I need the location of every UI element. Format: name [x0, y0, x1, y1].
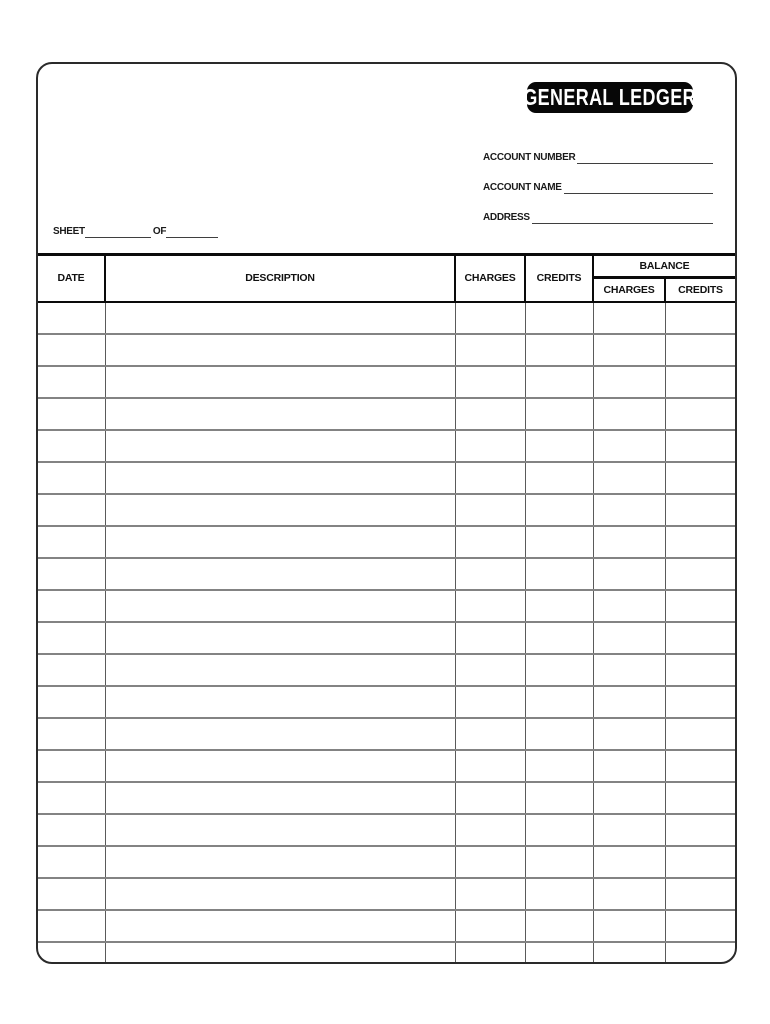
sheet-number-blank[interactable]	[85, 226, 151, 238]
table-cell[interactable]	[525, 334, 593, 366]
table-cell[interactable]	[455, 526, 525, 558]
table-row	[38, 814, 735, 846]
table-cell[interactable]	[38, 750, 105, 782]
table-cell[interactable]	[105, 910, 455, 942]
table-cell[interactable]	[105, 686, 455, 718]
col-header-date: DATE	[38, 255, 105, 302]
table-cell[interactable]	[105, 430, 455, 462]
ledger-rows	[38, 302, 735, 965]
table-cell[interactable]	[593, 654, 665, 686]
table-cell[interactable]	[593, 686, 665, 718]
table-cell[interactable]	[525, 494, 593, 526]
table-row	[38, 366, 735, 398]
table-cell[interactable]	[665, 462, 735, 494]
table-cell[interactable]	[525, 878, 593, 910]
table-cell[interactable]	[455, 910, 525, 942]
sheet-of-blank[interactable]	[166, 226, 218, 238]
table-cell[interactable]	[105, 462, 455, 494]
table-cell[interactable]	[665, 302, 735, 334]
table-row	[38, 302, 735, 334]
table-cell[interactable]	[665, 366, 735, 398]
table-cell[interactable]	[38, 526, 105, 558]
table-cell[interactable]	[525, 654, 593, 686]
table-cell[interactable]	[105, 846, 455, 878]
table-cell[interactable]	[38, 366, 105, 398]
table-cell[interactable]	[38, 878, 105, 910]
table-cell[interactable]	[665, 910, 735, 942]
table-cell[interactable]	[455, 846, 525, 878]
table-cell[interactable]	[38, 686, 105, 718]
table-row	[38, 654, 735, 686]
ledger-table-header	[38, 255, 735, 302]
col-header-balance-charges: CHARGES	[593, 278, 665, 302]
table-cell[interactable]	[105, 302, 455, 334]
sheet-of-label: OF	[152, 226, 167, 237]
table-row	[38, 398, 735, 430]
table-cell[interactable]	[105, 622, 455, 654]
table-row	[38, 782, 735, 814]
table-row	[38, 430, 735, 462]
table-cell[interactable]	[525, 462, 593, 494]
table-cell[interactable]	[593, 878, 665, 910]
table-cell[interactable]	[105, 654, 455, 686]
table-cell[interactable]	[38, 494, 105, 526]
ledger-table	[38, 253, 735, 964]
account-number-label: ACCOUNT NUMBER	[483, 152, 576, 163]
table-cell[interactable]	[38, 814, 105, 846]
table-cell[interactable]	[593, 334, 665, 366]
table-cell[interactable]	[455, 494, 525, 526]
table-row	[38, 462, 735, 494]
table-cell[interactable]	[665, 590, 735, 622]
table-cell[interactable]	[105, 334, 455, 366]
table-cell[interactable]	[665, 398, 735, 430]
address-blank[interactable]	[532, 212, 713, 224]
table-cell[interactable]	[105, 942, 455, 965]
table-cell[interactable]	[455, 462, 525, 494]
table-cell[interactable]	[665, 942, 735, 965]
table-row	[38, 718, 735, 750]
table-cell[interactable]	[593, 910, 665, 942]
table-cell[interactable]	[525, 910, 593, 942]
table-cell[interactable]	[525, 366, 593, 398]
table-cell[interactable]	[38, 334, 105, 366]
table-cell[interactable]	[455, 718, 525, 750]
col-header-credits: CREDITS	[525, 255, 593, 302]
table-cell[interactable]	[455, 302, 525, 334]
account-fields	[483, 150, 713, 240]
table-row	[38, 910, 735, 942]
table-cell[interactable]	[38, 782, 105, 814]
table-cell[interactable]	[593, 590, 665, 622]
table-cell[interactable]	[665, 814, 735, 846]
table-cell[interactable]	[665, 494, 735, 526]
table-cell[interactable]	[665, 334, 735, 366]
table-cell[interactable]	[105, 366, 455, 398]
table-cell[interactable]	[525, 686, 593, 718]
table-row	[38, 558, 735, 590]
table-cell[interactable]	[105, 558, 455, 590]
table-cell[interactable]	[525, 398, 593, 430]
table-cell[interactable]	[525, 846, 593, 878]
table-cell[interactable]	[525, 750, 593, 782]
table-cell[interactable]	[665, 846, 735, 878]
table-cell[interactable]	[665, 622, 735, 654]
table-cell[interactable]	[593, 814, 665, 846]
table-cell[interactable]	[105, 526, 455, 558]
table-cell[interactable]	[455, 558, 525, 590]
table-row	[38, 878, 735, 910]
address-row	[483, 210, 713, 224]
table-cell[interactable]	[525, 622, 593, 654]
table-cell[interactable]	[665, 654, 735, 686]
table-cell[interactable]	[38, 654, 105, 686]
table-cell[interactable]	[455, 686, 525, 718]
table-cell[interactable]	[38, 430, 105, 462]
table-row	[38, 494, 735, 526]
table-cell[interactable]	[525, 526, 593, 558]
table-cell[interactable]	[593, 526, 665, 558]
table-cell[interactable]	[593, 366, 665, 398]
table-cell[interactable]	[105, 494, 455, 526]
table-cell[interactable]	[455, 782, 525, 814]
table-row	[38, 590, 735, 622]
table-cell[interactable]	[593, 942, 665, 965]
table-cell[interactable]	[525, 430, 593, 462]
sheet-row	[53, 224, 218, 238]
table-cell[interactable]	[455, 878, 525, 910]
table-cell[interactable]	[38, 302, 105, 334]
table-cell[interactable]	[38, 558, 105, 590]
table-cell[interactable]	[38, 846, 105, 878]
table-cell[interactable]	[665, 526, 735, 558]
col-header-description: DESCRIPTION	[105, 255, 455, 302]
table-cell[interactable]	[593, 302, 665, 334]
table-cell[interactable]	[593, 846, 665, 878]
table-cell[interactable]	[593, 782, 665, 814]
table-row	[38, 846, 735, 878]
table-cell[interactable]	[593, 622, 665, 654]
table-cell[interactable]	[665, 686, 735, 718]
table-cell[interactable]	[525, 942, 593, 965]
table-cell[interactable]	[455, 750, 525, 782]
table-cell[interactable]	[38, 942, 105, 965]
account-name-label: ACCOUNT NAME	[483, 182, 562, 193]
account-number-row	[483, 150, 713, 164]
table-cell[interactable]	[455, 622, 525, 654]
table-cell[interactable]	[455, 654, 525, 686]
table-cell[interactable]	[665, 718, 735, 750]
table-cell[interactable]	[455, 366, 525, 398]
table-cell[interactable]	[105, 718, 455, 750]
table-cell[interactable]	[105, 814, 455, 846]
form-title: GENERAL LEDGER	[523, 84, 697, 110]
table-cell[interactable]	[525, 590, 593, 622]
table-cell[interactable]	[593, 718, 665, 750]
table-cell[interactable]	[593, 462, 665, 494]
ledger-form-page	[36, 62, 737, 964]
table-cell[interactable]	[105, 878, 455, 910]
col-header-balance: BALANCE	[593, 255, 735, 278]
table-cell[interactable]	[455, 942, 525, 965]
table-cell[interactable]	[665, 878, 735, 910]
table-cell[interactable]	[525, 718, 593, 750]
table-cell[interactable]	[38, 910, 105, 942]
table-cell[interactable]	[525, 782, 593, 814]
table-cell[interactable]	[455, 590, 525, 622]
table-row	[38, 942, 735, 965]
table-cell[interactable]	[105, 782, 455, 814]
table-cell[interactable]	[38, 398, 105, 430]
table-row	[38, 526, 735, 558]
col-header-balance-credits: CREDITS	[665, 278, 735, 302]
table-cell[interactable]	[593, 430, 665, 462]
form-title-badge	[523, 82, 697, 113]
table-cell[interactable]	[525, 302, 593, 334]
table-cell[interactable]	[38, 462, 105, 494]
table-cell[interactable]	[455, 334, 525, 366]
table-cell[interactable]	[525, 814, 593, 846]
account-name-blank[interactable]	[564, 182, 713, 194]
table-cell[interactable]	[665, 430, 735, 462]
table-cell[interactable]	[665, 558, 735, 590]
table-cell[interactable]	[105, 750, 455, 782]
table-cell[interactable]	[593, 398, 665, 430]
table-cell[interactable]	[665, 750, 735, 782]
table-row	[38, 750, 735, 782]
account-name-row	[483, 180, 713, 194]
table-cell[interactable]	[105, 398, 455, 430]
table-cell[interactable]	[38, 718, 105, 750]
sheet-label: SHEET	[53, 226, 85, 237]
address-label: ADDRESS	[483, 212, 530, 223]
table-row	[38, 622, 735, 654]
table-row	[38, 686, 735, 718]
table-cell[interactable]	[593, 494, 665, 526]
account-number-blank[interactable]	[577, 152, 713, 164]
table-cell[interactable]	[525, 558, 593, 590]
table-cell[interactable]	[105, 590, 455, 622]
table-cell[interactable]	[38, 622, 105, 654]
table-row	[38, 334, 735, 366]
col-header-charges: CHARGES	[455, 255, 525, 302]
table-cell[interactable]	[593, 558, 665, 590]
table-cell[interactable]	[593, 750, 665, 782]
table-cell[interactable]	[455, 398, 525, 430]
table-cell[interactable]	[665, 782, 735, 814]
table-cell[interactable]	[455, 430, 525, 462]
table-cell[interactable]	[455, 814, 525, 846]
table-cell[interactable]	[38, 590, 105, 622]
